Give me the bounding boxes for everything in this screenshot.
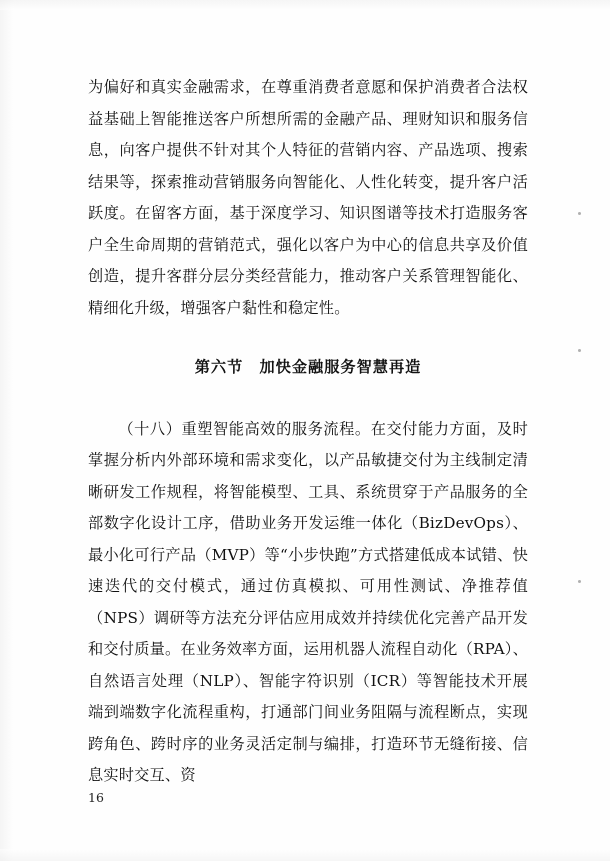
page-edge-shadow-bottom: [0, 849, 610, 861]
page-number: 16: [88, 790, 104, 805]
paragraph-spacer-1: [88, 324, 528, 352]
body-paragraph-continued: 为偏好和真实金融需求，在尊重消费者意愿和保护消费者合法权益基础上智能推送客户所想所需的金融产品、理财知识和服务信息，向客户提供不针对其个人特征的营销内容、产品选项、搜索结果等，探索推动营销服务向智能化、人性化转变，提升客户活跃度。在留客方面，基于深度学习、知识图谱等技术打造服务客户全生命周期的营销范式，强化以客户为中心的信息共享及价值创造，提升客群分层分类经营能力，推动客户关系管理智能化、精细化升级，增强客户黏性和稳定性。: [88, 78, 528, 317]
page-text-block: [88, 72, 528, 792]
margin-speck-1: [578, 212, 581, 215]
paragraph-spacer-2: [88, 384, 528, 414]
page-edge-shadow-left: [0, 0, 14, 861]
section-heading: 第六节 加快金融服务智慧再造: [194, 358, 422, 376]
body-paragraph-18: （十八）重塑智能高效的服务流程。在交付能力方面，及时掌握分析内外部环境和需求变化，以产品敏捷交付为主线制定清晰研发工作规程，将智能模型、工具、系统贯穿于产品服务的全部数字化设计工序，借助业务开发运维一体化（BizDevOps）、最小化可行产品（MVP）等“小步快跑”方式搭建低成本试错、快速迭代的交付模式，通过仿真模拟、可用性测试、净推荐值（NPS）调研等方法充分评估应用成效并持续优化完善产品开发和交付质量。在业务效率方面，运用机器人流程自动化（RPA）、自然语言处理（NLP）、智能字符识别（ICR）等智能技术开展端到端数字化流程重构，打通部门间业务阻隔与流程断点，实现跨角色、跨时序的业务灵活定制与编排，打造环节无缝衔接、信息实时交互、资: [88, 419, 528, 784]
margin-speck-3: [578, 580, 581, 583]
page-edge-shadow-top: [0, 0, 610, 10]
margin-speck-2: [578, 349, 581, 352]
